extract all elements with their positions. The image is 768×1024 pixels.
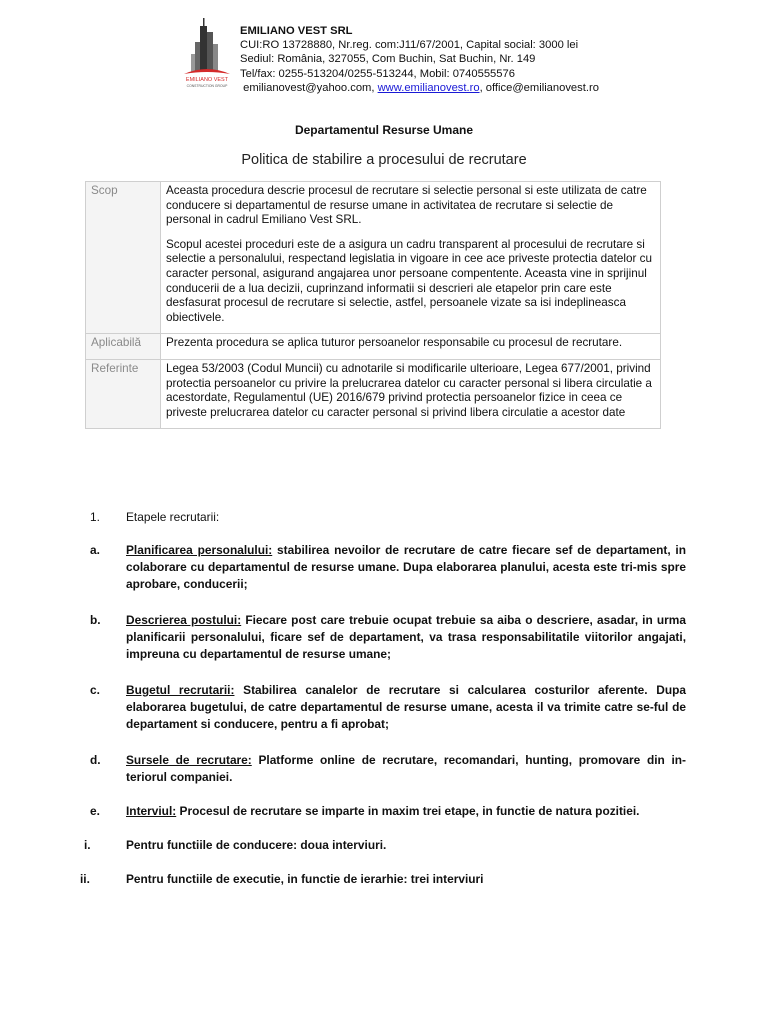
company-registration: CUI:RO 13728880, Nr.reg. com:J11/67/2001, Capital social: 3000 lei — [240, 39, 579, 52]
item-title: Bugetul recrutarii: — [126, 683, 235, 697]
list-marker: 1. — [90, 510, 100, 524]
item-text: Fiecare post care trebuie ocupat trebuie sa aiba o descriere, asadar, in urma planificarii personalului, ficare sef de departament, va trasa responsabilitatile viitorilor angajati, impreuna cu departamentul de resurse umane; — [126, 613, 686, 661]
table-row — [86, 182, 661, 334]
subitem-text: Pentru functiile de conducere: doua interviuri. — [126, 838, 387, 852]
list-marker: i. — [84, 838, 91, 852]
list-marker: e. — [90, 804, 100, 818]
company-info — [240, 24, 599, 95]
contact-separator: , — [479, 81, 486, 94]
paragraph: Aceasta procedura descrie procesul de recrutare si selectie personal si este utilizata de catre conducere si departamentul de resurse umane in activitatea de recrutare si selectie de personal in cadrul Emiliano Vest SRL. — [166, 184, 647, 227]
list-marker: b. — [90, 613, 101, 627]
row-content — [161, 334, 661, 360]
website-link[interactable]: www.emilianovest.ro — [377, 81, 480, 94]
company-phone: Tel/fax: 0255-513204/0255-513244, Mobil: 0740555576 — [240, 67, 515, 80]
logo-text: EMILIANO VEST — [185, 77, 229, 83]
list-marker: c. — [90, 683, 100, 697]
item-title: Planificarea personalului: — [126, 543, 273, 557]
item-text: Stabilirea canalelor de recrutare si calcularea costurilor aferente. Dupa elaborarea bugetului, de catre departamentul de resurse umane, acesta il va trimite catre se-ful de departament si conducere, pentru a fi aprobat; — [126, 683, 686, 731]
item-text: Procesul de recrutare se imparte in maxim trei etape, in functie de natura pozitiei. — [176, 804, 640, 818]
row-label: Referinte — [86, 359, 161, 428]
subitem-text: Pentru functiile de executie, in functie de ierarhie: trei interviuri — [126, 872, 484, 886]
row-label: Aplicabilă — [86, 334, 161, 360]
table-row — [86, 334, 661, 360]
item-title: Interviul: — [126, 804, 177, 818]
item-text: Platforme online de recrutare, recomandari, hunting, promovare din in-teriorul companiei. — [126, 753, 687, 784]
company-contacts — [240, 81, 599, 95]
list-heading-text: Etapele recrutarii: — [126, 510, 220, 524]
company-logo — [178, 14, 236, 90]
item-title: Sursele de recrutare: — [126, 753, 252, 767]
row-label: Scop — [86, 182, 161, 334]
paragraph: Scopul acestei proceduri este de a asigura un cadru transparent al procesului de recrutare si selectie a personalului, respectand legislatia in vigoare in cee ace priveste protectia datelor cu caracter personal, asigurand angajarea unor persoane compentente. Aceasta vine in sprijinul conducerii de a lua decizii, cuprinzand informatii si descrieri ale etapelor prin care este desfasurat procesul de recrutare si selectie, astfel, persoanele vizate sa isi indeplineasca obiectivele. — [166, 237, 652, 324]
item-text: stabilirea nevoilor de recrutare de catre fiecare sef de departament, in colaborare cu departamentul de resurse umane. Dupa elaborarea planului, acesta este tri-mis spre aprobare, conducerii; — [126, 543, 686, 591]
email-primary: emilianovest@yahoo.com — [243, 81, 372, 94]
company-address: Sediul: România, 327055, Com Buchin, Sat Buchin, Nr. 149 — [240, 53, 536, 66]
row-content — [161, 359, 661, 428]
paragraph: Prezenta procedura se aplica tuturor persoanelor responsabile cu procesul de recrutare. — [166, 336, 623, 350]
document-title: Politica de stabilire a procesului de recrutare — [241, 152, 527, 168]
item-title: Descrierea postului: — [126, 613, 242, 627]
row-content — [161, 182, 661, 334]
department-heading: Departamentul Resurse Umane — [294, 123, 474, 137]
list-marker: a. — [90, 543, 100, 557]
table-row — [86, 359, 661, 428]
procedure-info-table — [85, 181, 661, 429]
list-marker: d. — [90, 753, 101, 767]
company-name: EMILIANO VEST SRL — [240, 25, 353, 37]
email-office: office@emilianovest.ro — [485, 81, 599, 94]
paragraph: Legea 53/2003 (Codul Muncii) cu adnotarile si modificarile ulterioare, Legea 677/2001, privind protectia persoanelor cu privire la prelucrarea datelor cu caracter personal si libera circulatie a acestordate, Regulamentul (UE) 2016/679 privind protectia persoanelor fizice in ceea ce priveste prelucrarea datelor cu caracter personal si privind libera circulatie a acestor date — [166, 361, 652, 419]
list-marker: ii. — [80, 872, 90, 886]
logo-subtext: CONSTRUCTION GROUP — [186, 84, 228, 88]
contact-separator: , — [371, 81, 378, 94]
